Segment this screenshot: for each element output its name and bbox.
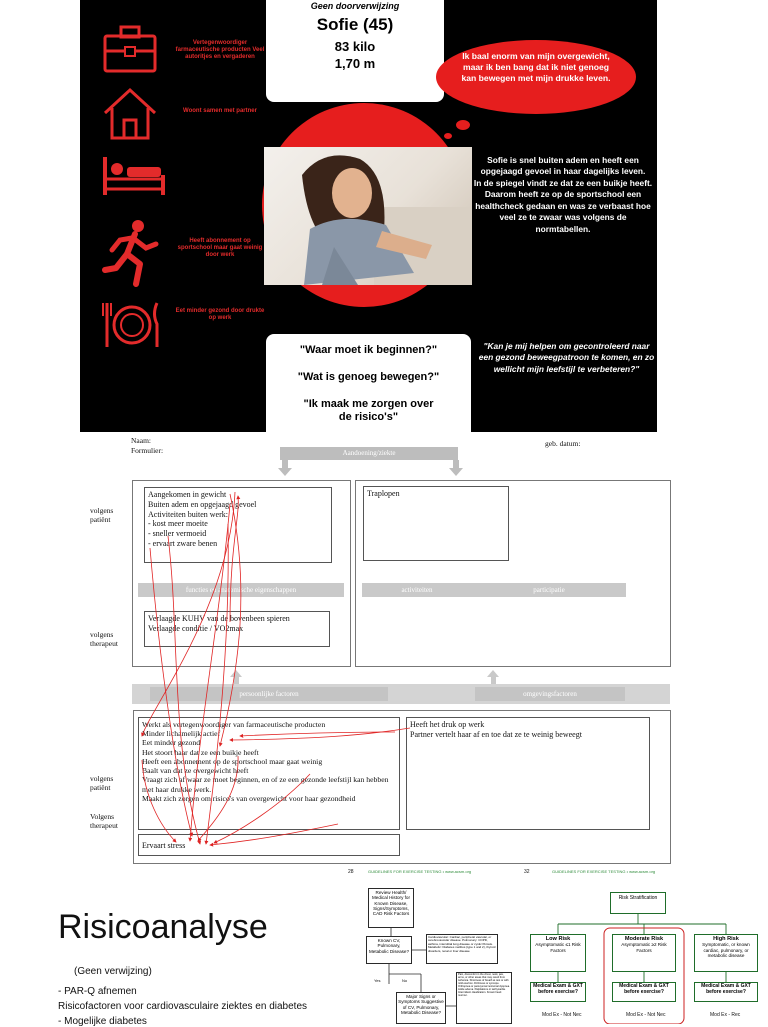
personal-item: Maakt zich zorgen om risico's van overgewicht voor haar gezondheid xyxy=(142,793,356,803)
house-icon xyxy=(102,86,158,142)
band-environment: omgevingsfactoren xyxy=(475,687,625,701)
birthdate-label: geb. datum: xyxy=(545,439,581,448)
name-card xyxy=(266,0,444,102)
condition-bar: Aandoening/ziekte xyxy=(280,447,458,460)
func-item: Aangekomen in gewicht xyxy=(148,490,227,499)
func-therapist-item: Verlaagde KUHV van de bovenbeen spieren xyxy=(148,614,290,623)
page-number-left: 28 xyxy=(348,869,354,875)
exam-high-box: Medical Exam & GXT before exercise? xyxy=(694,982,758,1002)
name-label: Naam: xyxy=(131,436,151,445)
moderate-risk-title: Moderate Risk xyxy=(624,936,664,942)
yes-label: Yes xyxy=(374,978,381,983)
moderate-risk-desc: Asymptomatic ≥2 Risk Factors xyxy=(621,942,667,953)
patient-weight: 83 kilo xyxy=(334,39,376,54)
patient-story xyxy=(472,155,654,235)
personal-item: Het stoort haar dat ze een buikje heeft xyxy=(142,747,259,757)
therapist-label-bottom: Volgens therapeut xyxy=(90,812,118,830)
fact-sport: Heeft abonnement op sportschool maar gaat weinig door werk xyxy=(177,238,263,259)
low-risk-desc: Asymptomatic ≤1 Risk Factors xyxy=(535,942,581,953)
low-risk-box xyxy=(530,934,586,972)
slide-line-3: Risicofactoren voor cardiovasculaire ziektes en diabetes xyxy=(58,1001,308,1012)
row-moderate: Mod Ex - Not Nec xyxy=(626,1012,666,1018)
acsm-flowchart xyxy=(346,866,768,1024)
known-disease-note: Cardiovascular: Cardiac, peripheral vascular, or cerebrovascular disease. Pulmonary: COPD, asthma, interstitial lung disease or cystic fibrosis. Metabolic: Diabetes mellitus (type 1 and 2), thyroid disorders, renal or liver disease xyxy=(426,934,498,964)
fact-food: Eet minder gezond door drukte op werk xyxy=(175,308,265,322)
header-right: GUIDELINES FOR EXERCISE TESTING • www.acsm.org xyxy=(552,869,656,874)
story-line-1: Sofie is snel buiten adem en heeft een opgejaagd gevoel in haar dagelijks leven. xyxy=(480,155,646,177)
personal-item: Werkt als vertegenwoordiger van farmaceutische producten xyxy=(142,720,326,729)
story-line-2: In de spiegel vindt ze dat ze een buikje heeft. xyxy=(473,177,653,188)
exam-low-box: Medical Exam & GXT before exercise? xyxy=(530,982,586,1002)
patient-label-top: volgens patiënt xyxy=(90,506,114,524)
band-participation: participatie xyxy=(472,583,626,597)
row-low: Mod Ex - Not Nec xyxy=(542,1012,582,1018)
high-risk-box xyxy=(694,934,758,972)
func-item: - kost meer moeite xyxy=(148,519,208,529)
personal-item: Vraagt zich af waar ze moet beginnen, en of ze een gezonde leefstijl kan hebben met haar drukke werk. xyxy=(142,775,389,794)
header-left: GUIDELINES FOR EXERCISE TESTING • www.acsm.org xyxy=(368,869,472,874)
help-request-quote: "Kan je mij helpen om gecontroleerd naar een gezond beweegpatroon te komen, en zo wellicht mijn leefstijl te verbeteren?" xyxy=(478,341,655,374)
case-poster xyxy=(80,0,657,432)
personal-item: Heeft een abonnement op de sportschool maar gaat weinig xyxy=(142,756,323,766)
known-disease-box: Known CV, Pulmonary, Metabolic Disease? xyxy=(366,936,412,964)
briefcase-icon xyxy=(102,24,158,74)
thought-cloud xyxy=(436,40,636,128)
signs-box: Major Signs or Symptoms Suggestive of CV, Pulmonary, Metabolic Disease? xyxy=(396,992,446,1024)
question-2: "Wat is genoeg bewegen?" xyxy=(297,370,440,383)
bed-icon xyxy=(102,153,166,197)
func-therapist-item: Verlaagde conditie / VO2max xyxy=(148,623,244,633)
personal-item: Eet minder gezond xyxy=(142,738,201,748)
low-risk-title: Low Risk xyxy=(545,936,571,942)
signs-note: Pain, discomfort in the chest, neck, jaw, arms, or other areas that may result from ischemia. Shortness of breath at rest or with mild exertion. Dizziness or syncope. Orthopnea or paroxysmal nocturnal dyspnea. Ankle edema. Palpitations or tachycardia. Intermittent claudication. Known heart murmur. xyxy=(456,972,512,1024)
icf-form xyxy=(80,436,680,866)
func-item: Buiten adem en opgejaagd gevoel xyxy=(148,499,257,509)
fact-work: Vertegenwoordiger farmaceutische producten Veel autoritjes en vergaderen xyxy=(175,40,265,61)
patient-name: Sofie (45) xyxy=(316,15,394,34)
question-1: "Waar moet ik beginnen?" xyxy=(299,344,438,356)
question-3: "Ik maak me zorgen over de risico's" xyxy=(303,397,434,424)
activity-item: Traplopen xyxy=(367,489,400,498)
func-item: Activiteiten buiten werk: xyxy=(148,509,228,519)
thought-text: Ik baal enorm van mijn overgewicht, maar ik ben bang dat ik niet genoeg kan bewegen met mijn drukke leven. xyxy=(461,51,611,84)
form-label: Formulier: xyxy=(131,446,164,455)
slide-line-4: - Mogelijke diabetes xyxy=(58,1016,147,1027)
row-high: Mod Ex - Rec xyxy=(710,1012,741,1018)
page-number-right: 32 xyxy=(524,869,530,875)
band-personal: persoonlijke factoren xyxy=(150,687,388,701)
review-box: Review Health/ Medical History for Known Disease, Signs/Symptoms, CAD Risk Factors xyxy=(368,888,414,928)
therapist-personal-item: Ervaart stress xyxy=(142,841,186,850)
slide-title: Risicoanalyse xyxy=(58,908,268,946)
band-functions: functies en anatomische eigenschappen xyxy=(138,583,344,597)
environment-item: Partner vertelt haar af en toe dat ze te weinig beweegt xyxy=(410,729,582,739)
moderate-risk-box xyxy=(612,934,676,972)
environment-item: Heeft het druk op werk xyxy=(410,720,485,729)
therapist-label-top: volgens therapeut xyxy=(90,630,118,648)
band-activities: activiteiten xyxy=(362,583,472,597)
plate-icon xyxy=(102,300,162,350)
slide-line-1: (Geen verwijzing) xyxy=(74,966,152,977)
annotation-arrows xyxy=(80,436,680,866)
questions-card xyxy=(266,334,471,432)
patient-photo xyxy=(264,147,472,285)
func-item: - ervaart zware benen xyxy=(148,538,218,548)
patient-label-bottom: volgens patiënt xyxy=(90,774,114,792)
referral-tag: Geen doorverwijzing xyxy=(310,1,400,11)
patient-height: 1,70 m xyxy=(334,56,376,71)
runner-icon xyxy=(102,218,162,288)
high-risk-title: High Risk xyxy=(713,936,739,942)
func-item: - sneller vermoeid xyxy=(148,529,207,538)
story-line-3: Daarom heeft ze op de sportschool een healthcheck gedaan en was ze verbaast hoe veel ze te zwaar was volgens de normtabellen. xyxy=(475,189,651,234)
no-label: No xyxy=(402,978,408,983)
risk-stratification-box: Risk Stratification xyxy=(610,892,666,914)
personal-item: Baalt van dat ze overgewicht heeft xyxy=(142,766,249,776)
personal-item: Minder lichamelijk actief xyxy=(142,729,221,739)
high-risk-desc: Symptomatic, or known cardiac, pulmonary, or metabolic disease xyxy=(702,942,750,958)
slide-line-2: - PAR-Q afnemen xyxy=(58,986,137,997)
fact-home: Woont samen met partner xyxy=(183,108,257,114)
exam-moderate-box: Medical Exam & GXT before exercise? xyxy=(612,982,676,1002)
